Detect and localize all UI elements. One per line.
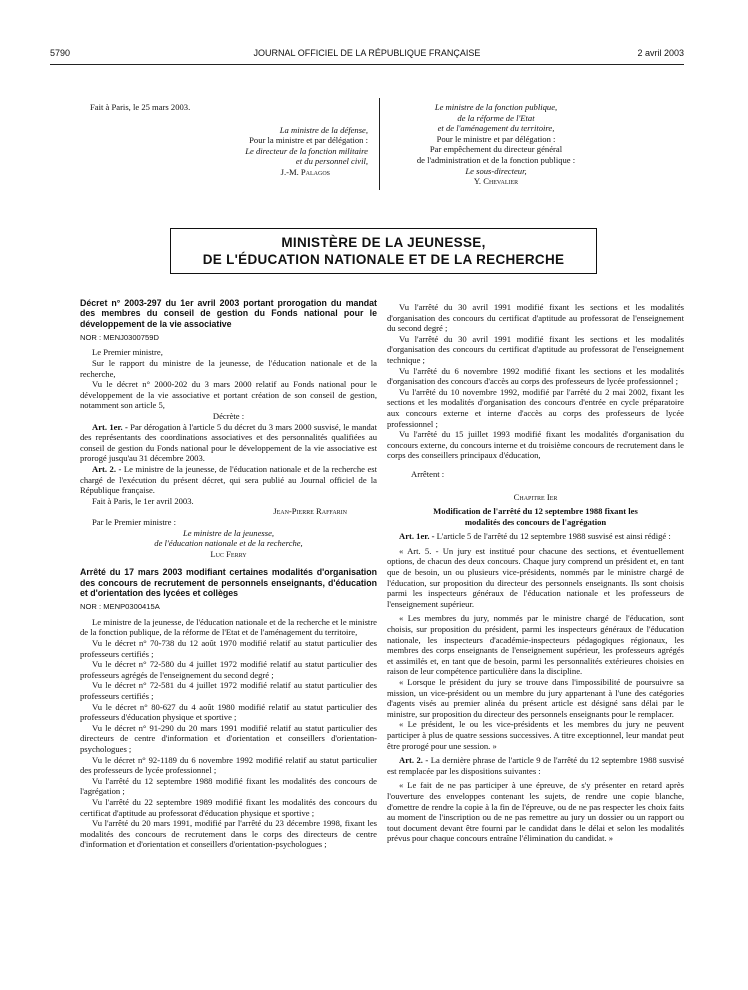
ministry-banner-line: DE L'ÉDUCATION NATIONALE ET DE LA RECHERCHE — [202, 252, 565, 267]
ministry-banner-line: MINISTÈRE DE LA JEUNESSE, — [281, 235, 486, 250]
article-text: Le ministre de la jeunesse, de l'éducation nationale et de la recherche est chargé de l'exécution du présent décret, qui sera publié au Journal officiel de la République française. — [80, 464, 377, 496]
page-number: 5790 — [50, 48, 71, 58]
article-label: Art. 2. - — [92, 464, 122, 475]
signature-line: Le directeur de la fonction militaire — [245, 145, 368, 156]
signature-line: Par le Premier ministre : — [92, 516, 177, 527]
ministry-banner — [170, 228, 597, 274]
chapter-heading: Chapitre Ier — [513, 491, 558, 502]
signer-name: Jean-Pierre Raffarin — [273, 506, 347, 517]
left-column — [80, 298, 377, 850]
signature-line: de la réforme de l'Etat — [457, 112, 535, 123]
signature-line: et de l'aménagement du territoire, — [437, 123, 555, 134]
quoted-paragraph: « Le fait de ne pas participer à une épreuve, de s'y présenter en retard après l'ouverture des enveloppes contenant les sujets, de rendre une copie blanche, d'omettre de rendre la copie à la fin de l'épreuve, ou de ne pas respecter les choix faits au moment de l'inscription ou de ne pas remettre au jury un dossier ou un rapport ou tout document devant être fourni par le candidat dans le délai et selon les modalités prévus pour chaque concours entraîne l'élimination du candidat. » — [387, 780, 684, 844]
visa-paragraph: Vu l'arrêté du 15 juillet 1993 modifié fixant les modalités d'organisation du concours externe, du concours interne et du troisième concours de recrutement dans le corps des conseillers principaux d'éducation, — [387, 429, 684, 461]
signature-line: Pour la ministre et par délégation : — [249, 135, 368, 146]
right-column — [387, 302, 684, 844]
arrete-title: Arrêté du 17 mars 2003 modifiant certaines modalités d'organisation des concours de recrutement de personnels enseignants, d'éducation et d'orientation des lycées et collèges — [80, 567, 377, 598]
signature-line: Le ministre de la fonction publique, — [434, 102, 558, 112]
visa-paragraph: Vu l'arrêté du 10 novembre 1992, modifié par l'arrêté du 2 mai 2002, fixant les sections et les modalités d'organisation des concours d'entrée en cycle préparatoire aux concours externe et interne d'accès au corps des professeurs de lycée professionnel ; — [387, 386, 684, 429]
article-paragraph — [80, 464, 377, 496]
article-label: Art. 1er. - — [399, 531, 435, 542]
signer-name: Luc Ferry — [210, 548, 247, 559]
signature-line: et du personnel civil, — [295, 156, 368, 167]
article-label: Art. 1er. - — [92, 421, 128, 432]
nor-reference: NOR : MENJ0300759D — [80, 332, 159, 342]
signer-name: J.-M. Palagos — [280, 166, 330, 177]
signature-line: Le sous-directeur, — [465, 165, 527, 176]
visa-paragraph: Vu le décret n° 70-738 du 12 août 1970 modifié relatif au statut particulier des professeurs certifiés ; — [80, 638, 377, 659]
visa-paragraph: Vu l'arrêté du 12 septembre 1988 modifié fixant les modalités des concours de l'agrégation ; — [80, 775, 377, 797]
decrete-label: Décrète : — [212, 411, 245, 422]
signer-name: Y. Chevalier — [473, 176, 519, 187]
paragraph: Sur le rapport du ministre de la jeunesse, de l'éducation nationale et de la recherche, — [80, 358, 377, 379]
header-rule — [50, 64, 684, 65]
issue-date: 2 avril 2003 — [637, 48, 684, 58]
quoted-paragraph: « Le président, le ou les vice-présidents et les membres du jury ne peuvent participer à plus de quatre sessions successives. A titre exceptionnel, leur mandat peut être prorogé pour une session. » — [387, 719, 684, 751]
nor-reference: NOR : MENP0300415A — [80, 602, 160, 612]
visa-paragraph: Vu l'arrêté du 22 septembre 1989 modifié fixant les modalités des concours du certificat d'aptitude au professorat d'éducation physique et sportive ; — [80, 796, 377, 818]
article-label: Art. 2. - — [399, 755, 429, 766]
visa-paragraph: Vu le décret n° 92-1189 du 6 novembre 1992 modifié relatif au statut particulier des professeurs de lycée professionnel ; — [80, 754, 377, 776]
signature-block-left — [90, 102, 380, 178]
quoted-paragraph: « Lorsque le président du jury se trouve dans l'impossibilité de poursuivre sa mission, un vice-président ou un membre du jury appartenant à l'une des catégories d'agents visés au premier alinéa du présent article est désigné sans délai par le ministre, sur proposition du directeur des personnels enseignants pour le remplacer. — [387, 677, 684, 719]
signature-line: Par empêchement du directeur général — [429, 144, 563, 155]
signature-line: Le ministre de la jeunesse, — [182, 527, 275, 538]
decree-title: Décret n° 2003-297 du 1er avril 2003 portant prorogation du mandat des membres du conseil de gestion du Fonds national pour le développement de la vie associative — [80, 298, 377, 329]
journal-title: JOURNAL OFFICIEL DE LA RÉPUBLIQUE FRANÇAISE — [253, 48, 481, 58]
signature-line: de l'éducation nationale et de la recherche, — [154, 538, 303, 549]
chapter-title: Modification de l'arrêté du 12 septembre 1988 fixant les modalités des concours de l'agrégation — [433, 506, 638, 527]
page-header — [50, 48, 684, 64]
signature-line: de l'administration et de la fonction publique : — [416, 154, 576, 165]
article-paragraph — [80, 422, 377, 464]
visa-paragraph: Vu le décret n° 72-580 du 4 juillet 1972 modifié relatif au statut particulier des professeurs agrégés de l'enseignement du second degré ; — [80, 659, 377, 680]
visa-paragraph: Vu l'arrêté du 30 avril 1991 modifié fixant les sections et les modalités d'organisation des concours du certificat d'aptitude au professorat de l'enseignement du second degré ; — [387, 302, 684, 334]
quoted-paragraph: « Art. 5. - Un jury est institué pour chacune des sections, et éventuellement options, de chacun des deux concours. Chaque jury comprend un président et, en tant que de besoin, un ou plusieurs vice-présidents, nommés par le ministre chargé de l'éducation, sur proposition du directeur des personnels enseignants. Ils sont choisis parmi les inspecteurs généraux de l'éducation nationale et les professeurs de l'enseignement supérieur. — [387, 545, 684, 609]
article-text: Par dérogation à l'article 5 du décret du 3 mars 2000 susvisé, le mandat des représentants des coordinations associatives et des personnalités qualifiées au conseil de gestion du Fonds national pour le développement de la vie associative est prorogé jusqu'au 31 décembre 2003. — [80, 421, 377, 464]
paragraph: Vu le décret n° 2000-202 du 3 mars 2000 relatif au Fonds national pour le développement de la vie associative et portant création de son conseil de gestion, notamment son article 5, — [80, 379, 377, 411]
signature-divider — [379, 98, 380, 190]
visa-paragraph: Vu le décret n° 72-581 du 4 juillet 1972 modifié relatif au statut particulier des professeurs certifiés ; — [80, 680, 377, 701]
article-paragraph — [387, 755, 684, 776]
signature-line: La ministre de la défense, — [279, 124, 368, 135]
arretent-label: Arrêtent : — [411, 468, 445, 479]
visa-paragraph: Vu l'arrêté du 30 avril 1991 modifié fixant les sections et les modalités d'organisation des concours du certificat d'aptitude au professorat de l'enseignement technique ; — [387, 333, 684, 365]
article-text: La dernière phrase de l'article 9 de l'arrêté du 12 septembre 1988 susvisé est remplacée par les dispositions suivantes : — [387, 755, 684, 776]
signature-line: Pour le ministre et par délégation : — [436, 133, 556, 144]
visa-paragraph: Vu l'arrêté du 20 mars 1991, modifié par l'arrêté du 23 décembre 1998, fixant les modalités des concours de recrutement dans le corps des directeurs de centre d'information et d'orientation et conseillers d'orientation-psychologues ; — [80, 818, 377, 850]
visa-paragraph: Vu l'arrêté du 6 novembre 1992 modifié fixant les sections et les modalités d'organisation des concours d'accès au corps des professeurs de lycée professionnel ; — [387, 365, 684, 387]
visa-paragraph: Vu le décret n° 80-627 du 4 août 1980 modifié relatif au statut particulier des professeurs d'éducation physique et sportive ; — [80, 701, 377, 723]
place-date: Fait à Paris, le 1er avril 2003. — [92, 495, 194, 506]
signature-block-right — [390, 102, 602, 187]
paragraph: Le Premier ministre, — [92, 347, 163, 358]
article-paragraph — [387, 531, 684, 542]
visa-paragraph: Le ministre de la jeunesse, de l'éducation nationale et de la recherche et le ministre de la fonction publique, de la réforme de l'Etat et de l'aménagement du territoire, — [80, 616, 377, 638]
article-text: L'article 5 de l'arrêté du 12 septembre 1988 susvisé est ainsi rédigé : — [434, 531, 671, 542]
quoted-paragraph: « Les membres du jury, nommés par le ministre chargé de l'éducation, sont choisis, sur proposition du président, parmi les inspecteurs généraux de l'éducation nationale, les inspecteurs d'académie-inspecteurs pédagogiques régionaux, les membres des corps enseignants de l'enseignement supérieur, les professeurs agrégés et assimilés et, en tant que de besoin, parmi les personnalités extérieures choisies en raison de leur compétence particulière dans la discipline. — [387, 613, 684, 677]
visa-paragraph: Vu le décret n° 91-290 du 20 mars 1991 modifié relatif au statut particulier des directeurs de centre d'information et d'orientation et conseillers d'orientation-psychologues ; — [80, 722, 377, 754]
place-date: Fait à Paris, le 25 mars 2003. — [90, 102, 191, 112]
